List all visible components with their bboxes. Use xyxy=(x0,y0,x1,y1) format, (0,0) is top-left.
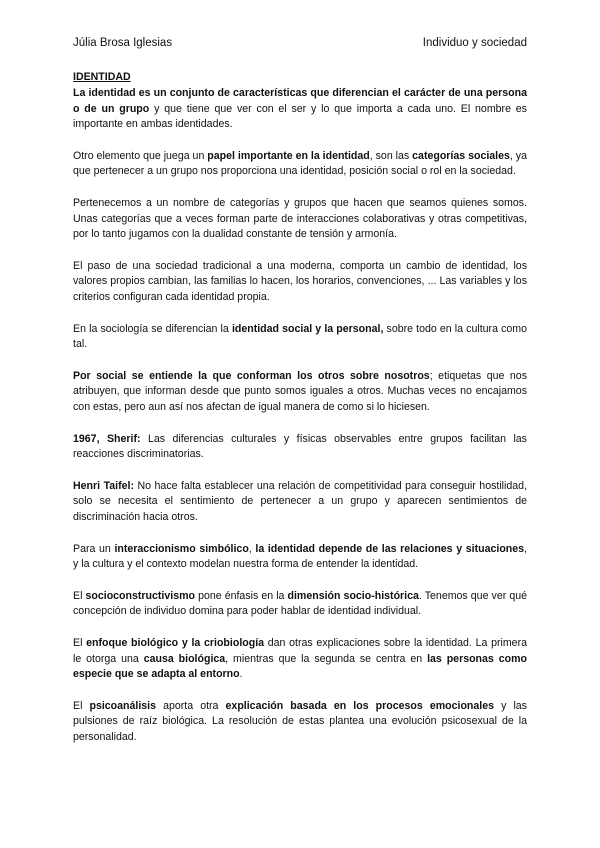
section-title: IDENTIDAD xyxy=(73,71,131,83)
bold-text: 1967, Sherif: xyxy=(73,432,141,445)
paragraph-list xyxy=(73,86,527,746)
text-run: , ya que pertenecer a un grupo nos proporciona una identidad, posición social o rol en la sociedad. xyxy=(73,149,527,178)
header-course: Individuo y sociedad xyxy=(422,37,527,49)
text-run: dan otras explicaciones sobre la identidad. La primera le otorga una xyxy=(73,636,527,665)
bold-text: las personas como especie que se adapta al entorno xyxy=(73,652,527,681)
paragraph xyxy=(73,196,527,243)
bold-text: Henri Taifel: xyxy=(73,479,134,492)
bold-text: causa biológica xyxy=(143,652,226,665)
text-run: pone énfasis en la xyxy=(195,589,288,602)
text-run: Pertenecemos a un nombre de categorías y grupos que hacen que seamos quienes somos. Unas categorías que a veces forman parte de interacciones colaborativas y otras competitivas, por lo tanto jugamos con la dualidad constante de tensión y armonía. xyxy=(73,196,527,241)
text-run: En la sociología se diferencian la xyxy=(73,322,232,335)
text-run: sobre todo en la cultura como tal. xyxy=(73,322,528,351)
bold-text: interaccionismo simbólico xyxy=(114,542,249,555)
text-run: , xyxy=(248,542,256,555)
text-run: aporta otra xyxy=(156,699,226,712)
bold-text: psicoanálisis xyxy=(89,699,157,712)
paragraph xyxy=(73,322,527,354)
paragraph xyxy=(73,259,527,306)
text-run: . Tenemos que ver qué concepción de individuo domina para poder hablar de identidad individual. xyxy=(73,589,527,618)
text-run: Para un xyxy=(73,542,115,555)
text-run: El paso de una sociedad tradicional a una moderna, comporta un cambio de identidad, los valores propios cambian, las familias lo hacen, los horarios, convenciones, ... Las variables y los criterios configuran cada identidad propia. xyxy=(73,259,527,304)
paragraph xyxy=(73,479,527,526)
bold-text: papel importante en la identidad xyxy=(207,149,370,162)
document-body xyxy=(73,70,527,762)
paragraph xyxy=(73,86,527,133)
bold-text: categorías sociales xyxy=(412,149,510,162)
paragraph xyxy=(73,432,527,464)
bold-text: La identidad es un conjunto de características que diferencian el carácter de una persona o de un grupo xyxy=(73,86,527,115)
text-run: , mientras que la segunda se centra en xyxy=(225,652,428,665)
bold-text: explicación basada en los procesos emocionales xyxy=(225,699,495,712)
page-header xyxy=(73,37,527,49)
text-run: El xyxy=(73,636,87,649)
paragraph xyxy=(73,542,527,574)
text-run: ; etiquetas que nos atribuyen, que informan desde que punto somos iguales a otros. Muchas veces no encajamos con estas, pero aun así nos afectan de igual manera de como si lo hiciesen. xyxy=(73,369,527,414)
bold-text: enfoque biológico y la criobiología xyxy=(86,636,265,649)
paragraph xyxy=(73,699,527,746)
bold-text: la identidad depende de las relaciones y situaciones xyxy=(255,542,525,555)
text-run: . xyxy=(239,668,243,681)
text-run: El xyxy=(73,699,90,712)
bold-text: identidad social y la personal, xyxy=(231,322,384,335)
text-run: Otro elemento que juega un xyxy=(73,149,208,162)
text-run: Las diferencias culturales y físicas observables entre grupos facilitan las reacciones discriminatorias. xyxy=(73,432,527,461)
paragraph xyxy=(73,636,527,683)
paragraph xyxy=(73,369,527,416)
text-run: No hace falta establecer una relación de competitividad para conseguir hostilidad, solo se necesita el sentimiento de pertenecer a un grupo y aparecen sentimientos de discriminación hacia otros. xyxy=(73,479,528,524)
header-author: Júlia Brosa Iglesias xyxy=(73,37,173,49)
bold-text: dimensión socio-histórica xyxy=(287,589,419,602)
paragraph xyxy=(73,149,527,181)
bold-text: Por social se entiende la que conforman los otros sobre nosotros xyxy=(73,369,430,382)
text-run: y que tiene que ver con el ser y lo que importa a cada uno. El nombre es importante en ambas identidades. xyxy=(73,102,527,131)
paragraph xyxy=(73,589,527,621)
bold-text: socioconstructivismo xyxy=(85,589,195,602)
text-run: , son las xyxy=(369,149,413,162)
text-run: El xyxy=(73,589,86,602)
text-run: y las pulsiones de raíz biológica. La resolución de estas plantea una evolución psicosexual de la personalidad. xyxy=(73,699,527,744)
text-run: , y la cultura y el contexto modelan nuestra forma de entender la identidad. xyxy=(73,542,527,571)
